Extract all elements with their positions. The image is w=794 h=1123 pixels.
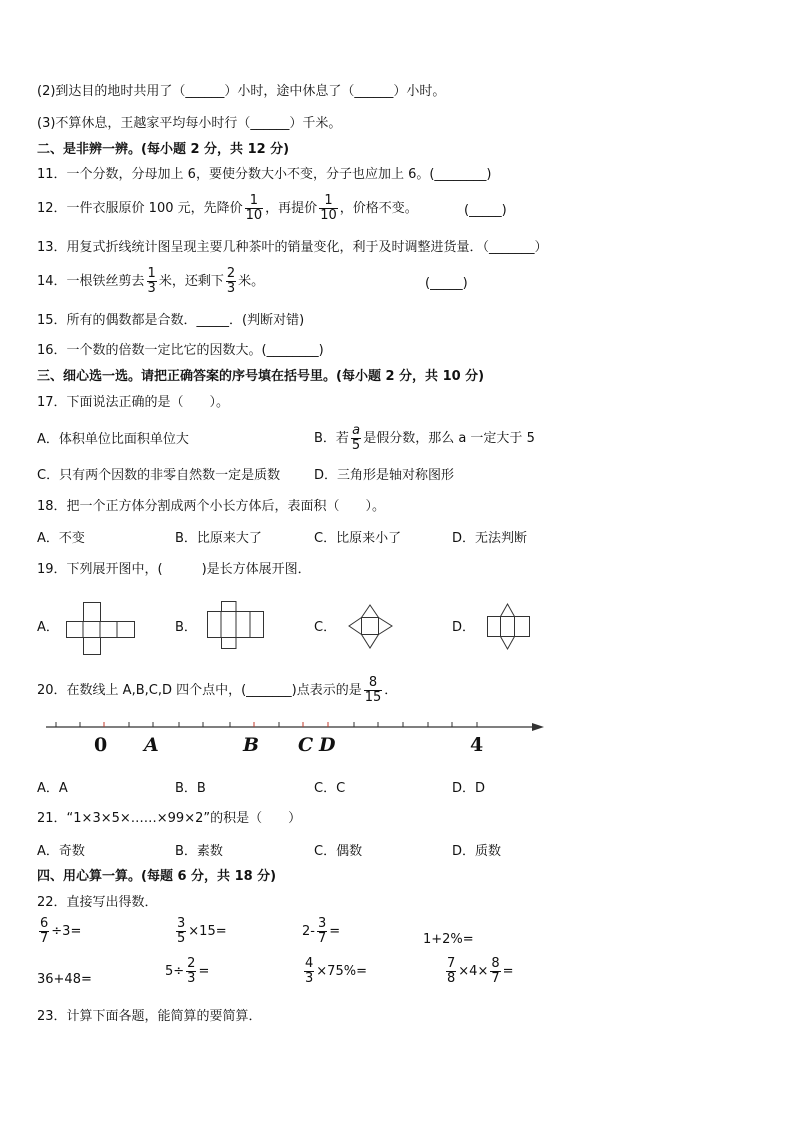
q17-option-d[interactable]: D．三角形是轴对称图形 bbox=[314, 468, 455, 483]
question-23: 23．计算下面各题，能简算的要简算． bbox=[37, 1009, 262, 1024]
q18-option-c[interactable]: C．比原来小了 bbox=[314, 531, 402, 546]
calc8-text-1: ×4× bbox=[458, 964, 489, 979]
q14-text-2: 米，还剩下 bbox=[158, 274, 224, 289]
q17-option-a[interactable]: A．体积单位比面积单位大 bbox=[37, 432, 189, 447]
q20-fraction: $\frac{8}{15}$ bbox=[364, 675, 382, 705]
section-3-title: 三、细心选一选。请把正确答案的序号填在括号里。(每小题 2 分，共 10 分) bbox=[37, 369, 485, 384]
net-figure-d bbox=[486, 603, 532, 651]
calc-item-4: 1+2%= bbox=[423, 932, 474, 947]
q18-option-a[interactable]: A．不变 bbox=[37, 531, 85, 546]
calc7-text: ×75%= bbox=[316, 964, 367, 979]
calc2-text: ×15= bbox=[188, 924, 227, 939]
question-14 bbox=[37, 267, 264, 296]
question-15: 15．所有的偶数都是合数．_____．(判断对错) bbox=[37, 313, 305, 328]
question-12 bbox=[37, 194, 418, 223]
number-line-label-c: C bbox=[298, 734, 314, 756]
question-21: 21．“1×3×5×……×99×2”的积是（ ） bbox=[37, 811, 302, 826]
q19-option-d[interactable]: D． bbox=[452, 620, 476, 635]
number-line-label-a: A bbox=[144, 734, 159, 756]
q17-option-b[interactable] bbox=[314, 424, 535, 453]
calc1-text: ÷3= bbox=[51, 924, 82, 939]
net-figure-a bbox=[66, 602, 138, 656]
net-figure-c bbox=[348, 604, 394, 650]
question-11: 11．一个分数，分母加上 6，要使分数大小不变，分子也应加上 6。(________) bbox=[37, 167, 492, 182]
calc3-fraction: $\frac{3}{7}$ bbox=[317, 916, 327, 946]
calc6-text-2: = bbox=[198, 964, 210, 979]
q20-option-b[interactable]: B．B bbox=[175, 781, 206, 796]
calc-item-3 bbox=[302, 917, 340, 947]
calc6-fraction: $\frac{2}{3}$ bbox=[187, 956, 196, 986]
q18-option-b[interactable]: B．比原来大了 bbox=[175, 531, 262, 546]
calc1-fraction: $\frac{6}{7}$ bbox=[40, 916, 49, 946]
q19-option-c[interactable]: C． bbox=[314, 620, 337, 635]
q14-answer-blank[interactable]: (_____) bbox=[425, 276, 468, 291]
question-17: 17．下面说法正确的是（ ）。 bbox=[37, 395, 230, 410]
number-line-label-0: 0 bbox=[94, 734, 108, 756]
q20-text-2: ． bbox=[384, 683, 398, 698]
calc-item-5: 36+48= bbox=[37, 972, 92, 987]
number-line bbox=[46, 716, 546, 736]
q12-fraction-2: $\frac{1}{10}$ bbox=[320, 193, 337, 223]
question-19: 19．下列展开图中，( )是长方体展开图． bbox=[37, 562, 311, 577]
q21-option-a[interactable]: A．奇数 bbox=[37, 844, 85, 859]
q17-option-c[interactable]: C．只有两个因数的非零自然数一定是质数 bbox=[37, 468, 281, 483]
calc-item-1 bbox=[37, 917, 81, 947]
question-16: 16．一个数的倍数一定比它的因数大。(________) bbox=[37, 343, 324, 358]
q14-text-1: 14．一根铁丝剪去 bbox=[37, 274, 145, 289]
calc-item-8 bbox=[444, 957, 514, 987]
number-line-label-d: D bbox=[319, 734, 336, 756]
q20-option-a[interactable]: A．A bbox=[37, 781, 68, 796]
calc3-text-1: 2- bbox=[302, 924, 315, 939]
q12-text-3: ，价格不变。 bbox=[339, 201, 418, 216]
question-22: 22．直接写出得数． bbox=[37, 895, 158, 910]
q18-option-d[interactable]: D．无法判断 bbox=[452, 531, 528, 546]
number-line-label-b: B bbox=[243, 734, 260, 756]
question-part-3: (3)不算休息，王越家平均每小时行（______）千米。 bbox=[37, 116, 342, 131]
q12-text-1: 12．一件衣服原价 100 元，先降价 bbox=[37, 201, 243, 216]
q17b-text-1: B．若 bbox=[314, 431, 349, 446]
calc-item-2 bbox=[174, 917, 227, 947]
calc-item-6 bbox=[165, 957, 209, 987]
q21-option-b[interactable]: B．素数 bbox=[175, 844, 223, 859]
q20-option-d[interactable]: D．D bbox=[452, 781, 486, 796]
q20-text-1: 20．在数线上 A,B,C,D 四个点中，(_______)点表示的是 bbox=[37, 683, 362, 698]
net-figure-b bbox=[207, 601, 267, 651]
number-line-arrow bbox=[532, 723, 544, 731]
calc6-text-1: 5÷ bbox=[165, 964, 185, 979]
calc2-fraction: $\frac{3}{5}$ bbox=[177, 916, 186, 946]
calc3-text-2: = bbox=[329, 924, 341, 939]
q19-option-a[interactable]: A． bbox=[37, 620, 59, 635]
calc8-text-2: = bbox=[502, 964, 514, 979]
number-line-label-4: 4 bbox=[470, 734, 484, 756]
section-4-title: 四、用心算一算。(每题 6 分，共 18 分) bbox=[37, 869, 277, 884]
question-18: 18．把一个正方体分割成两个小长方体后，表面积（ ）。 bbox=[37, 499, 386, 514]
q17b-fraction: $\frac{a}{5}$ bbox=[351, 423, 361, 453]
q21-option-d[interactable]: D．质数 bbox=[452, 844, 502, 859]
calc-item-7 bbox=[302, 957, 367, 987]
calc7-fraction: $\frac{4}{3}$ bbox=[305, 956, 314, 986]
q14-text-3: 米。 bbox=[238, 274, 265, 289]
question-20 bbox=[37, 676, 397, 706]
q12-fraction-1: $\frac{1}{10}$ bbox=[245, 193, 263, 223]
q17b-text-2: 是假分数，那么 a 一定大于 5 bbox=[363, 431, 535, 446]
section-2-title: 二、是非辨一辨。(每小题 2 分，共 12 分) bbox=[37, 142, 290, 157]
q21-option-c[interactable]: C．偶数 bbox=[314, 844, 363, 859]
question-part-2: (2)到达目的地时共用了（______）小时，途中休息了（______）小时。 bbox=[37, 84, 446, 99]
q19-option-b[interactable]: B． bbox=[175, 620, 197, 635]
q14-fraction-1: $\frac{1}{3}$ bbox=[147, 266, 156, 296]
q14-fraction-2: $\frac{2}{3}$ bbox=[226, 266, 236, 296]
question-13: 13．用复式折线统计图呈现主要几种茶叶的销量变化，利于及时调整进货量．（_______） bbox=[37, 240, 548, 255]
q20-option-c[interactable]: C．C bbox=[314, 781, 346, 796]
q12-text-2: ，再提价 bbox=[265, 201, 318, 216]
q12-answer-blank[interactable]: (_____) bbox=[464, 203, 507, 218]
calc8-fraction-1: $\frac{7}{8}$ bbox=[447, 956, 456, 986]
calc8-fraction-2: $\frac{8}{7}$ bbox=[491, 956, 500, 986]
